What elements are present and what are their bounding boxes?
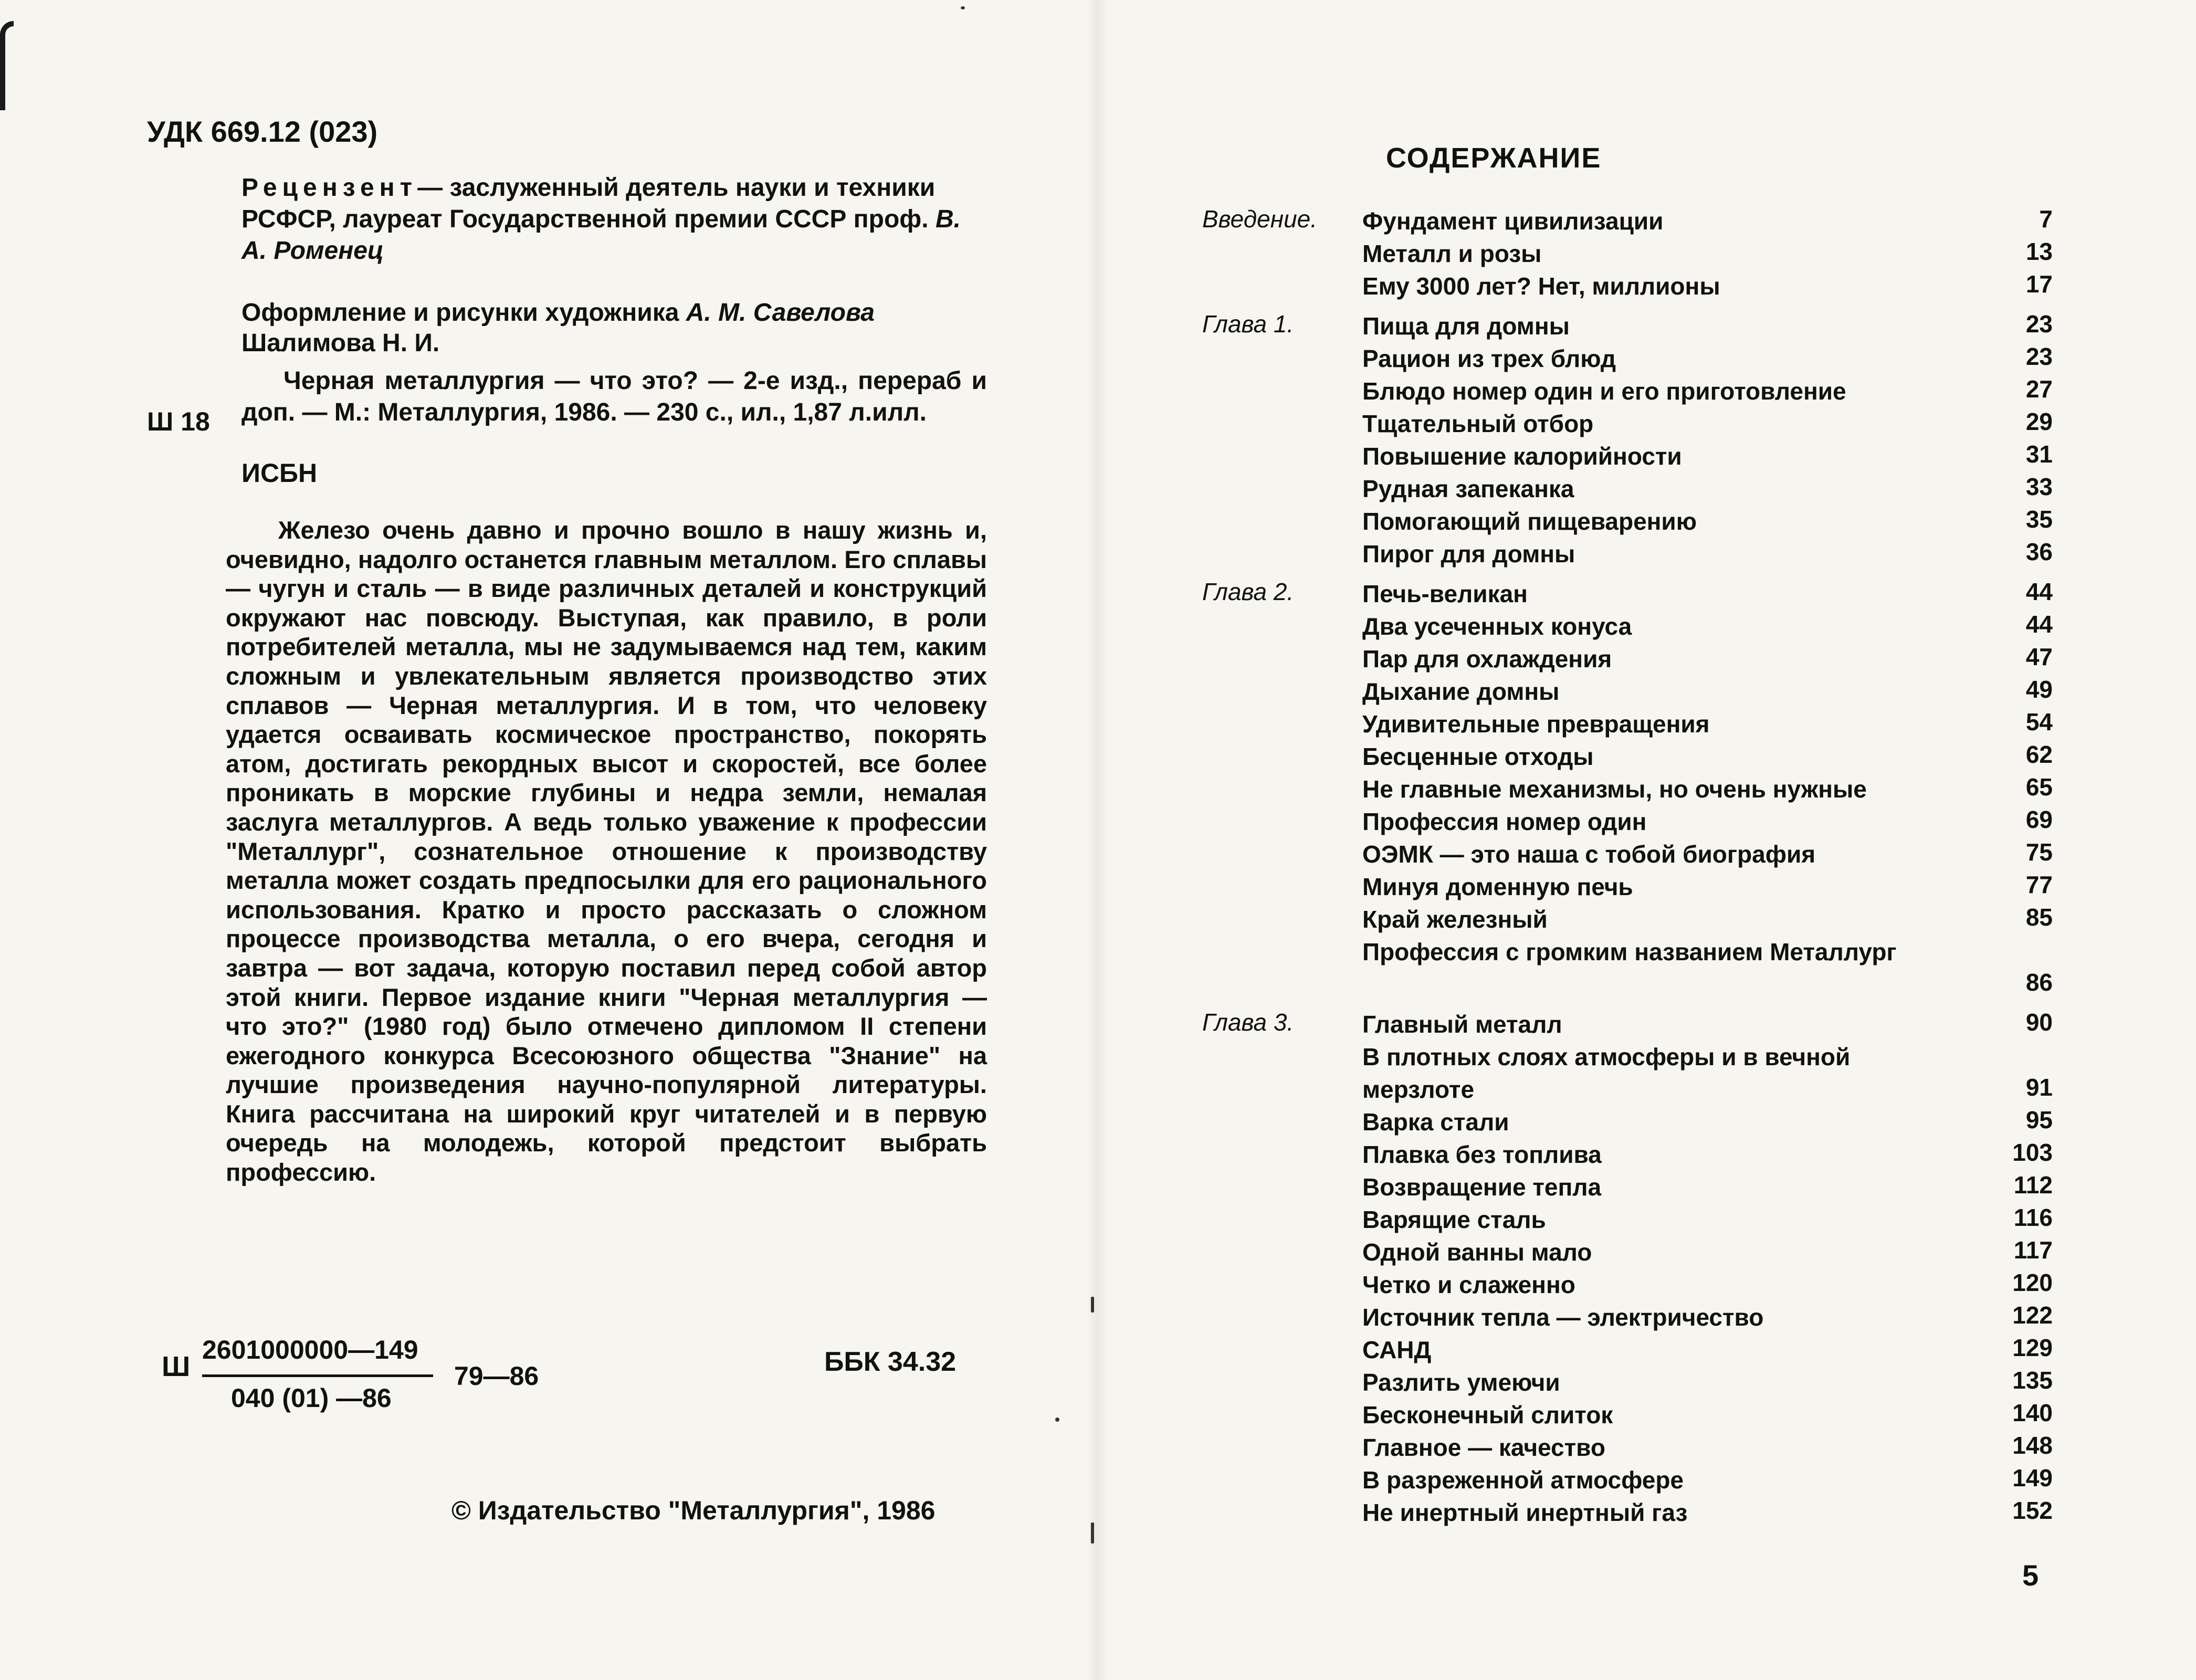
toc-entry (1202, 505, 2053, 538)
shifr-code: Ш 18 (147, 407, 210, 436)
toc-entry (1202, 407, 2053, 440)
toc-entry-title: САНД (1362, 1336, 1432, 1363)
toc-entry (1202, 1301, 2053, 1334)
scan-speck (1091, 1297, 1094, 1312)
toc-entry-page: 129 (2012, 1334, 2053, 1361)
toc-entry-page: 33 (2025, 473, 2053, 500)
toc-entry (1202, 1268, 2053, 1301)
toc-entry (1202, 1106, 2053, 1138)
toc-entry-page: 91 (2025, 1074, 2053, 1101)
toc-entry-title: Ему 3000 лет? Нет, миллионы (1362, 272, 1720, 300)
reviewer-text: — заслуженный деятель науки и техники РСФСР, лауреат Государственной премии СССР проф. (241, 174, 936, 233)
toc-entry (1202, 1203, 2053, 1236)
annotation-text: Железо очень давно и прочно вошло в нашу жизнь и, очевидно, надолго останется главным металлом. Его сплавы — чугун и сталь — в виде различных деталей и конструкций окружают нас повсюду. Выступая, как правило, в роли потребителей металла, мы не задумываемся над тем, каким сложным и увлекательным является производство этих сплавов — Черная металлургия. И в том, что человеку удается осваивать космическое пространство, покорять атом, достигать рекордных высот и скоростей, все более проникать в морские глубины и недра земли, немалая заслуга металлургов. А ведь только уважение к профессии "Металлург", сознательное отношение к производству металла может создать предпосылки для его рационального использования. Кратко и просто рассказать о сложном процессе производства металла, о его вчера, сегодня и завтра — вот задача, которую поставил перед собой автор этой книги. Первое издание книги "Черная металлургия — что это?" (1980 год) было отмечено дипломом II степени ежегодного конкурса Всесоюзного общества "Знание" на лучшие произведения научно-популярной литературы. Книга рассчитана на широкий круг читателей и в первую очередь на молодежь, которой предстоит выбрать профессию. (226, 516, 987, 1186)
toc-entry-page: 44 (2025, 611, 2053, 638)
toc-entry-label: Глава 3. (1202, 1009, 1294, 1036)
toc-entry-title: В разреженной атмосфере (1362, 1466, 1684, 1494)
toc-entry-title: Плавка без топлива (1362, 1141, 1602, 1168)
toc-entry-page: 103 (2012, 1139, 2053, 1166)
toc-entry (1202, 1399, 2053, 1431)
toc-entry-label: Введение. (1202, 205, 1318, 233)
toc-entry (1202, 1431, 2053, 1464)
toc-entry-title: Варящие сталь (1362, 1206, 1546, 1233)
toc-entry-title: Печь-великан (1362, 580, 1528, 607)
toc-entry-page: 112 (2013, 1171, 2053, 1199)
toc-entry-page: 95 (2025, 1106, 2053, 1133)
reviewer-label: Рецензент (241, 174, 418, 202)
toc-entry-page: 69 (2025, 806, 2053, 833)
catalog-denominator: 040 (01) —86 (231, 1383, 392, 1413)
toc-entry (1202, 870, 2053, 903)
udk-code: УДК 669.12 (023) (147, 115, 378, 148)
toc-entry-page: 36 (2025, 538, 2053, 565)
toc-entry-title: Не главные механизмы, но очень нужные (1362, 775, 1867, 803)
toc-entry (1202, 205, 2053, 237)
toc-entry-title: Рацион из трех блюд (1362, 345, 1616, 372)
toc-entry (1202, 472, 2053, 505)
toc-entry (1202, 1496, 2053, 1529)
toc-entry-page: 90 (2025, 1009, 2053, 1036)
toc-entry (1202, 1008, 2053, 1041)
toc-entry (1202, 440, 2053, 472)
toc-entry (1202, 1334, 2053, 1366)
toc-entry-page: 13 (2025, 238, 2053, 265)
toc-entry-title: Источник тепла — электричество (1362, 1304, 1764, 1331)
scan-speck (961, 6, 965, 9)
toc-entry-page: 77 (2025, 871, 2053, 898)
catalog-letter: Ш (162, 1351, 191, 1382)
toc-entry-page: 140 (2012, 1399, 2053, 1426)
reviewer-name: В. А. Роменец (241, 205, 961, 265)
bibliographic-entry: Черная металлургия — что это? — 2-е изд., перераб и доп. — М.: Металлургия, 1986. — 230 с., ил., 1,87 л.илл. (241, 367, 987, 426)
toc-entry-page: 35 (2025, 506, 2053, 533)
toc-entry-title: Одной ванны мало (1362, 1238, 1592, 1266)
toc-entry (1202, 643, 2053, 675)
toc-entry-title: Главный металл (1362, 1011, 1562, 1038)
bbk-code: ББК 34.32 (824, 1347, 957, 1377)
toc-entry-page: 49 (2025, 676, 2053, 703)
left-page (0, 0, 1097, 1680)
toc-entry-title: Два усеченных конуса (1362, 613, 1632, 640)
toc-entry-title: Четко и слаженно (1362, 1271, 1575, 1298)
toc-entry-title: Блюдо номер один и его приготовление (1362, 377, 1846, 405)
toc-entry-page: 148 (2012, 1432, 2053, 1459)
toc-entry-title: Тщательный отбор (1362, 410, 1594, 437)
toc-entry-page: 31 (2025, 440, 2053, 468)
toc-entry (1202, 1171, 2053, 1203)
toc-entry-page: 62 (2025, 741, 2053, 768)
toc-entry-page: 7 (2039, 205, 2053, 233)
toc-entry (1202, 675, 2053, 708)
toc-entry-page: 17 (2025, 270, 2053, 298)
toc-entry-page: 29 (2025, 408, 2053, 435)
toc-entry-label: Глава 1. (1202, 310, 1294, 338)
toc-entry (1202, 740, 2053, 773)
toc-entry-page: 117 (2013, 1236, 2053, 1264)
scan-speck (1055, 1418, 1059, 1422)
catalog-numerator: 2601000000—149 (202, 1335, 418, 1364)
toc-entry (1202, 610, 2053, 643)
toc-entry (1202, 270, 2053, 302)
toc-entry-title: Удивительные превращения (1362, 710, 1710, 738)
toc-entry-title: Главное — качество (1362, 1434, 1605, 1461)
toc-entry (1202, 773, 2053, 805)
toc-entry-page: 149 (2012, 1464, 2053, 1492)
toc-entry-page: 75 (2025, 838, 2053, 866)
toc-entry (1202, 805, 2053, 838)
toc-entry-page: 23 (2025, 343, 2053, 370)
toc-entry (1202, 1236, 2053, 1268)
toc-entry-page: 120 (2012, 1269, 2053, 1296)
toc-entry-page: 122 (2012, 1301, 2053, 1329)
toc-entry-page: 27 (2025, 375, 2053, 403)
page-number: 5 (2022, 1559, 2039, 1592)
toc-entry-label: Глава 2. (1202, 578, 1294, 605)
toc-entry-title: Пища для домны (1362, 312, 1570, 340)
scan-speck (1091, 1522, 1094, 1544)
toc-entry (1202, 578, 2053, 610)
isbn-label: ИСБН (241, 458, 318, 488)
design-name: А. М. Савелова (686, 299, 875, 327)
toc-entry-title: ОЭМК — это наша с тобой биография (1362, 841, 1816, 868)
author-name: Шалимова Н. И. (241, 329, 440, 357)
toc-entry-page: 135 (2012, 1367, 2053, 1394)
toc-entry-title: Пар для охлаждения (1362, 645, 1612, 673)
toc-entry-title: Бесценные отходы (1362, 743, 1594, 770)
toc-entry (1202, 375, 2053, 407)
toc-entry-title: Разлить умеючи (1362, 1369, 1560, 1396)
toc-entry-title: Рудная запеканка (1362, 475, 1574, 502)
toc-entry-page: 86 (2025, 969, 2053, 996)
toc-entry (1202, 538, 2053, 570)
toc-entry-page: 47 (2025, 643, 2053, 670)
toc-entry-page: 23 (2025, 310, 2053, 338)
toc-entry-title: Бесконечный слиток (1362, 1401, 1613, 1429)
reviewer-block (241, 172, 987, 267)
toc-entry-title: Возвращение тепла (1362, 1173, 1602, 1201)
toc-entry-title: Повышение калорийности (1362, 443, 1682, 470)
copyright-line: © Издательство "Металлургия", 1986 (451, 1496, 936, 1525)
toc-entry (1202, 936, 2053, 1001)
toc-entry-page: 44 (2025, 578, 2053, 605)
toc-entry (1202, 1138, 2053, 1171)
toc-entry-title: Дыхание домны (1362, 678, 1560, 705)
toc-entry-title: Металл и розы (1362, 240, 1542, 267)
toc-entry (1202, 310, 2053, 342)
catalog-side-code: 79—86 (454, 1361, 539, 1391)
toc-entry-title: Профессия номер один (1362, 808, 1647, 835)
toc-entry (1202, 903, 2053, 936)
toc-entry (1202, 342, 2053, 375)
toc-entry (1202, 237, 2053, 270)
toc-title: СОДЕРЖАНИЕ (1386, 142, 1602, 174)
toc-entry-title: Фундамент цивилизации (1362, 207, 1664, 235)
toc-entry-page: 152 (2012, 1497, 2053, 1524)
toc-entry-title: Помогающий пищеварению (1362, 508, 1697, 535)
toc-entry-title: Не инертный инертный газ (1362, 1499, 1688, 1526)
toc-entry-page: 85 (2025, 904, 2053, 931)
fraction-line (202, 1374, 433, 1377)
toc-entry (1202, 1366, 2053, 1399)
toc-entry (1202, 708, 2053, 740)
toc-entry (1202, 1464, 2053, 1496)
design-text: Оформление и рисунки художника (241, 299, 679, 327)
toc-entry-title: Минуя доменную печь (1362, 873, 1633, 900)
toc-entry (1202, 1041, 2053, 1106)
toc-entry-page: 116 (2013, 1204, 2053, 1231)
toc-entry-title: Пирог для домны (1362, 540, 1575, 568)
toc-entry-title: Варка стали (1362, 1108, 1509, 1136)
toc-entry-page: 54 (2025, 708, 2053, 736)
design-credit (241, 298, 875, 327)
toc-entry-title: В плотных слоях атмосферы и в вечной мерзлоте (1362, 1043, 1851, 1103)
toc-entry-title: Край железный (1362, 906, 1548, 933)
toc-entry-page: 65 (2025, 773, 2053, 801)
toc-entry (1202, 838, 2053, 870)
toc-entry-title: Профессия с громким названием Металлург (1362, 938, 1897, 965)
